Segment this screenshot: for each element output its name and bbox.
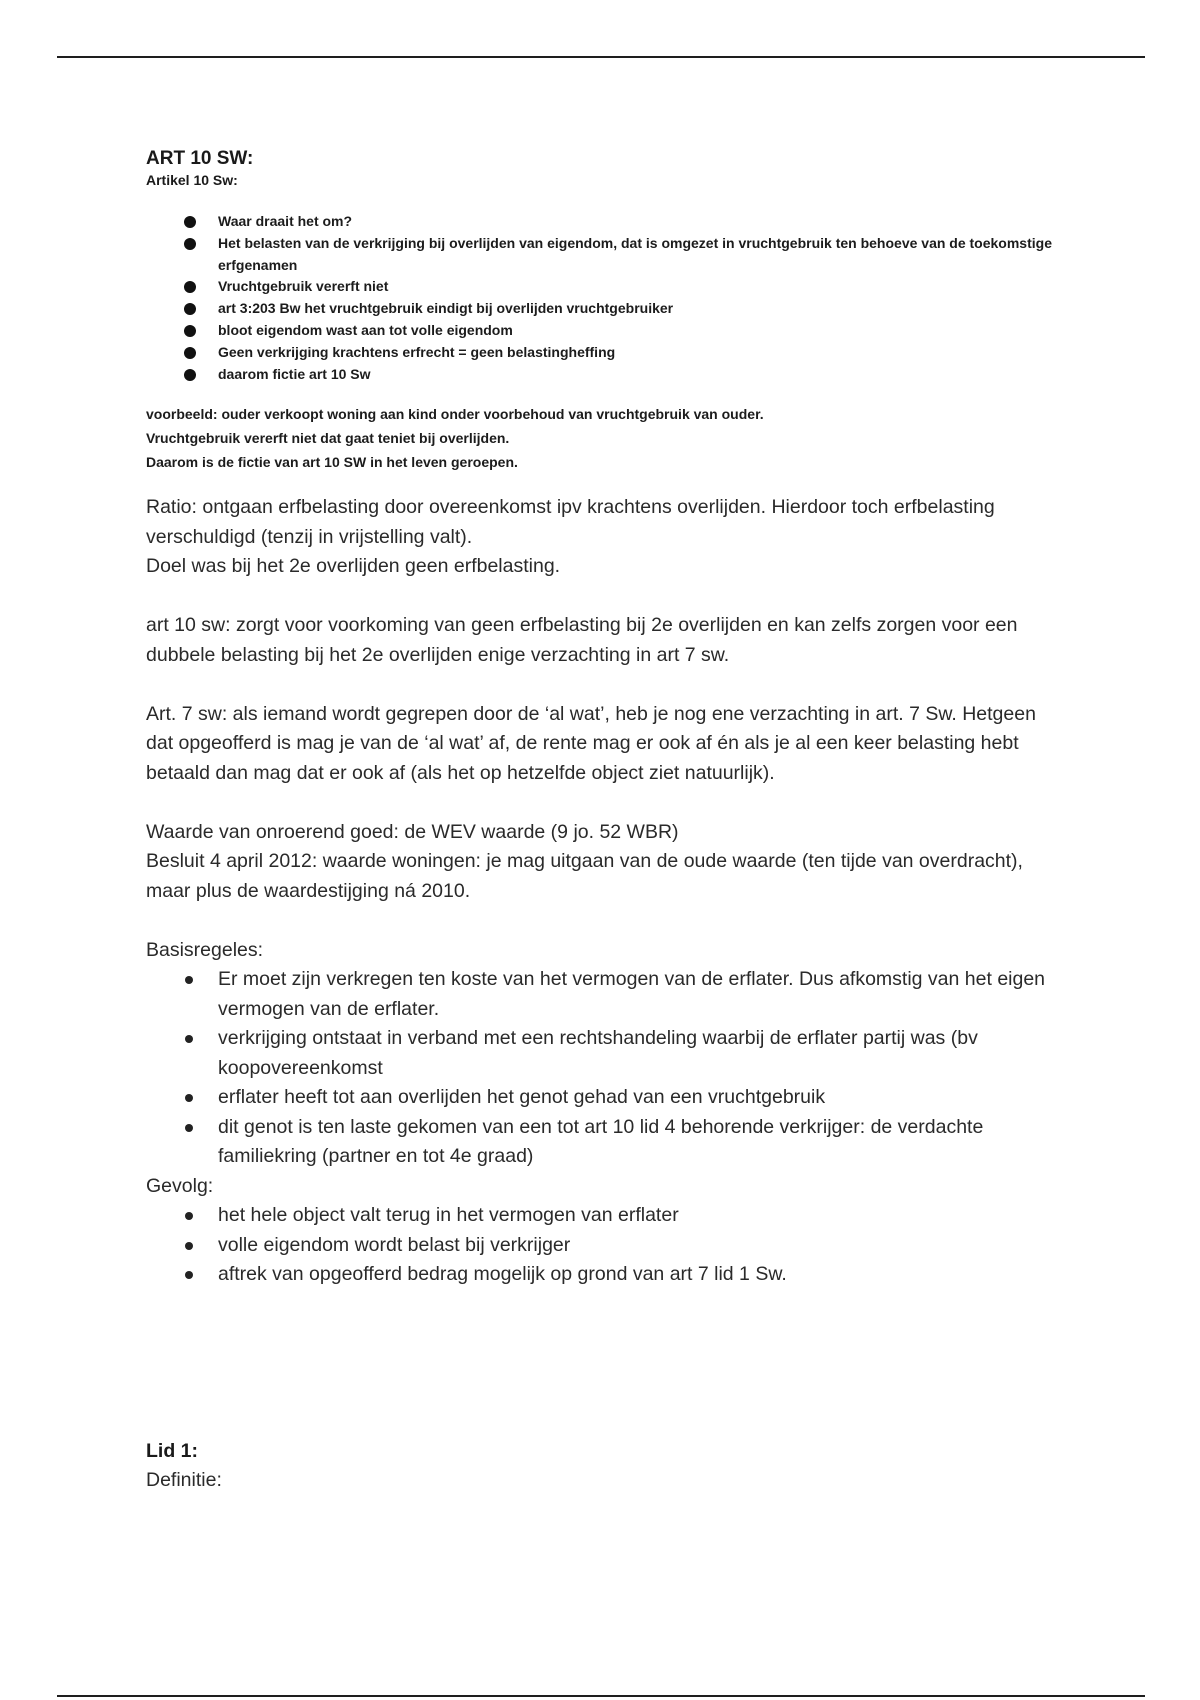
list-item: aftrek van opgeofferd bedrag mogelijk op grond van art 7 lid 1 Sw.	[146, 1260, 1066, 1290]
example-line: Vruchtgebruik vererft niet dat gaat teniet bij overlijden.	[146, 430, 510, 447]
gevolg-list	[146, 1201, 1066, 1290]
small-bullet-list	[146, 211, 1066, 385]
bullet-icon	[185, 1124, 193, 1132]
waarde-line: Waarde van onroerend goed: de WEV waarde (9 jo. 52 WBR)	[146, 820, 679, 843]
ratio-paragraph: Ratio: ontgaan erfbelasting door overeenkomst ipv krachtens overlijden. Hierdoor toch erfbelasting verschuldigd (tenzij in vrijstelling valt).	[146, 496, 995, 548]
list-item: Vruchtgebruik vererft niet	[146, 276, 1066, 298]
bullet-icon	[184, 216, 196, 228]
basisregeles-list	[146, 965, 1066, 1172]
definitie-label: Definitie:	[146, 1469, 222, 1492]
example-paragraph	[146, 402, 1066, 474]
list-item: volle eigendom wordt belast bij verkrijger	[146, 1231, 1066, 1261]
bullet-icon	[184, 303, 196, 315]
main-text	[146, 493, 1066, 1496]
top-rule	[57, 56, 1145, 58]
list-item: dit genot is ten laste gekomen van een tot art 10 lid 4 behorende verkrijger: de verdachte familiekring (partner en tot 4e graad)	[146, 1113, 1066, 1172]
art7-paragraph: Art. 7 sw: als iemand wordt gegrepen door de ‘al wat’, heb je nog ene verzachting in art. 7 Sw. Hetgeen dat opgeofferd is mag je van de ‘al wat’ af, de rente mag er ook af én als je al een keer belasting hebt betaald dan mag dat er ook af (als het op hetzelfde object ziet natuurlijk).	[146, 702, 1036, 784]
lid-heading: Lid 1:	[146, 1439, 198, 1462]
page-title: ART 10 SW:	[146, 148, 254, 169]
example-line: voorbeeld: ouder verkoopt woning aan kind onder voorbehoud van vruchtgebruik van ouder.	[146, 406, 764, 423]
list-item: Geen verkrijging krachtens erfrecht = geen belastingheffing	[146, 342, 1066, 364]
list-item: daarom fictie art 10 Sw	[146, 364, 1066, 386]
list-item: bloot eigendom wast aan tot volle eigendom	[146, 320, 1066, 342]
list-item: het hele object valt terug in het vermogen van erflater	[146, 1201, 1066, 1231]
list-item: Het belasten van de verkrijging bij overlijden van eigendom, dat is omgezet in vruchtgebruik ten behoeve van de toekomstige erfgenamen	[146, 233, 1066, 277]
document-body	[146, 147, 1066, 1496]
list-item: Waar draait het om?	[146, 211, 1066, 233]
bullet-icon	[185, 976, 193, 984]
page-subtitle: Artikel 10 Sw:	[146, 172, 238, 188]
list-item: art 3:203 Bw het vruchtgebruik eindigt bij overlijden vruchtgebruiker	[146, 298, 1066, 320]
bullet-icon	[184, 325, 196, 337]
bullet-icon	[185, 1242, 193, 1250]
bullet-icon	[184, 347, 196, 359]
ratio-goal-line: Doel was bij het 2e overlijden geen erfbelasting.	[146, 555, 561, 578]
example-line: Daarom is de fictie van art 10 SW in het leven geroepen.	[146, 454, 518, 471]
gevolg-label: Gevolg:	[146, 1174, 214, 1197]
bullet-icon	[185, 1035, 193, 1043]
basisregeles-label: Basisregeles:	[146, 938, 264, 961]
bullet-icon	[185, 1271, 193, 1279]
bottom-rule	[57, 1695, 1145, 1697]
besluit-paragraph: Besluit 4 april 2012: waarde woningen: je mag uitgaan van de oude waarde (ten tijde van overdracht), maar plus de waardestijging ná 2010.	[146, 850, 1023, 902]
bullet-icon	[184, 238, 196, 250]
list-item: Er moet zijn verkregen ten koste van het vermogen van de erflater. Dus afkomstig van het eigen vermogen van de erflater.	[146, 965, 1066, 1024]
bullet-icon	[184, 369, 196, 381]
art10-paragraph: art 10 sw: zorgt voor voorkoming van geen erfbelasting bij 2e overlijden en kan zelfs zorgen voor een dubbele belasting bij het 2e overlijden enige verzachting in art 7 sw.	[146, 614, 1018, 666]
bullet-icon	[185, 1212, 193, 1220]
bullet-icon	[184, 281, 196, 293]
list-item: erflater heeft tot aan overlijden het genot gehad van een vruchtgebruik	[146, 1083, 1066, 1113]
bullet-icon	[185, 1094, 193, 1102]
list-item: verkrijging ontstaat in verband met een rechtshandeling waarbij de erflater partij was (bv koopovereenkomst	[146, 1024, 1066, 1083]
